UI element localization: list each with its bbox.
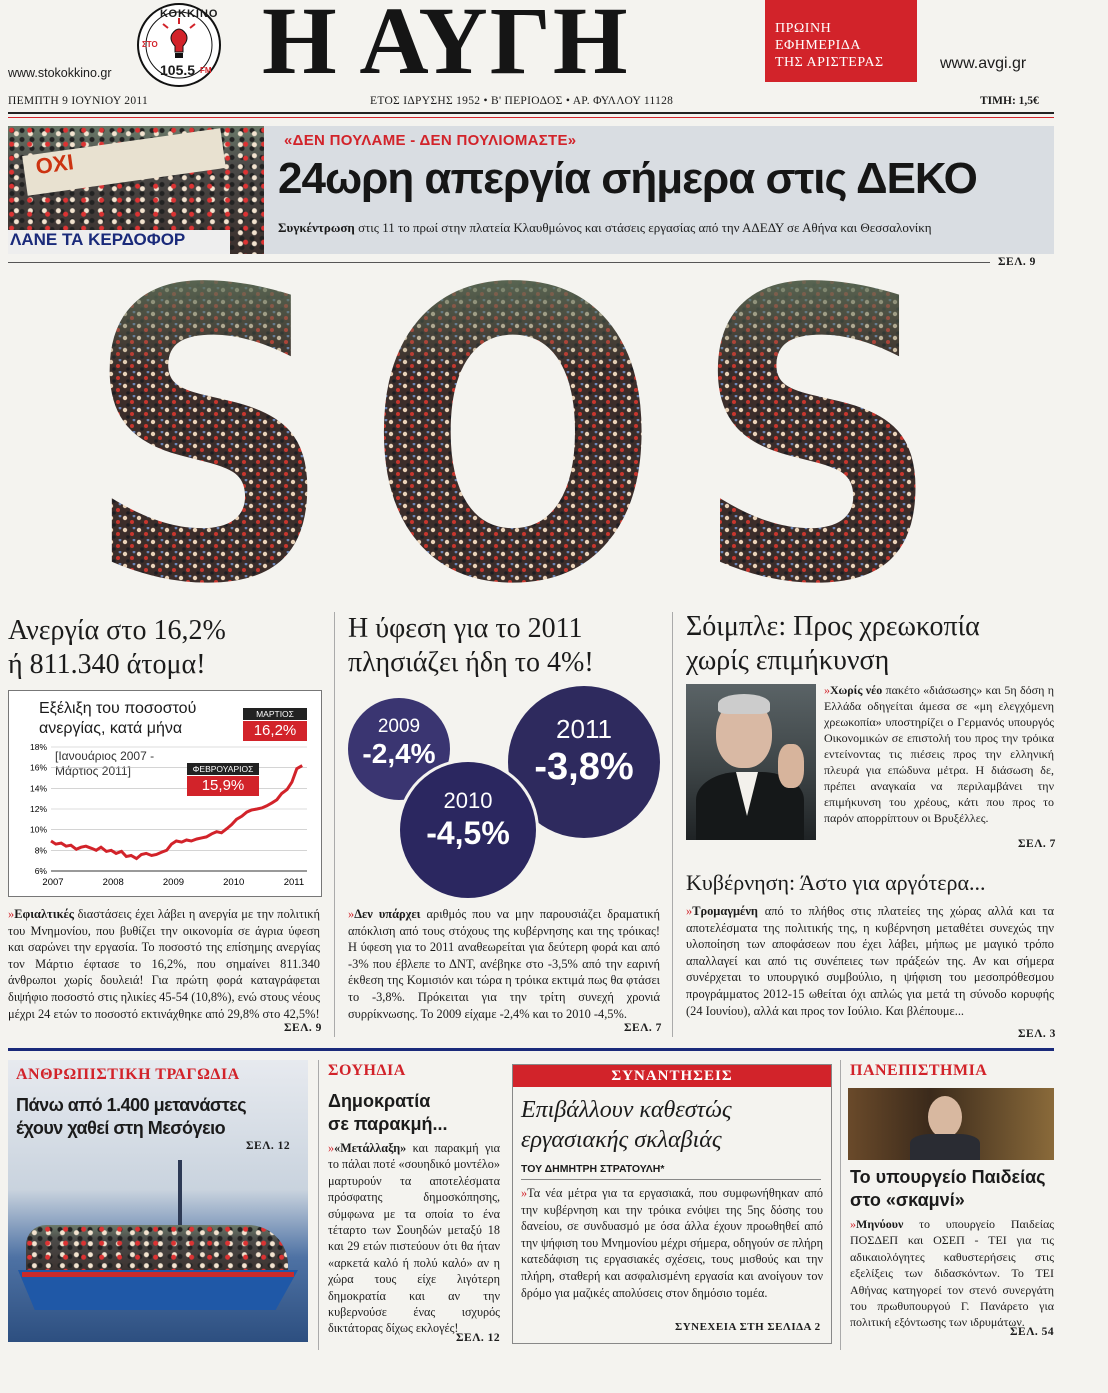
photo-banner-sign xyxy=(22,128,226,195)
annotation-march-label: ΜΑΡΤΙΟΣ xyxy=(243,708,307,720)
synantiseis-body xyxy=(521,1185,823,1301)
chart-x-tick: 2011 xyxy=(283,877,305,888)
banner-kicker: «ΔΕΝ ΠΟΥΛΑΜΕ - ΔΕΝ ΠΟΥΛΙΟΜΑΣΤΕ» xyxy=(284,132,577,149)
radio-prefix: ΣΤΟ xyxy=(142,40,158,49)
annotation-feb-label: ΦΕΒΡΟΥΑΡΙΟΣ xyxy=(187,763,259,775)
university-body-text: το υπουργείο Παιδείας ΠΟΣΔΕΠ και ΟΣΕΠ - ΤΕΙ για τις αδικαιολόγητες καθυστερήσεις στις εξελίξεις των διδασκόντων. Το ΤΕΙ Αθήνας κατηγορεί τον στενό συνεργάτη του πρωθυπουργού Γ. Πανάρετο για πολιτική εξόντωσης των ιδρυμάτων. xyxy=(850,1217,1054,1330)
synantiseis-box xyxy=(512,1064,832,1344)
bullet-icon: » xyxy=(686,904,693,918)
issue-info: ΕΤΟΣ ΙΔΡΥΣΗΣ 1952 • Β' ΠΕΡΙΟΔΟΣ • ΑΡ. ΦΥΛΛΟΥ 11128 xyxy=(370,95,674,107)
portrait-hand xyxy=(778,744,804,788)
schauble-body-text: πακέτο «διάσωσης» και 5η δόση η Ελλάδα οδηγείται άμεσα σε «μη ελεγχόμενη χρεωκοπία» υποστηρίζει ο Γερμανός υπουργός Οικονομικών σε επιστολή του προς την τρόικα εντείνοντας τις πιέσεις προς την ελληνική πλευρά για επώδυνα μέτρα. Η διάσωση δε, πρέπει αναγκαία να περιλαμβάνει την επιμήκυνση του χρέους, κάτι που προς το παρόν απορρίπτουν οι Βρυξέλλες. xyxy=(824,683,1054,825)
sweden-headline-1: Δημοκρατία xyxy=(328,1091,431,1111)
migrants-page-ref[interactable]: ΣΕΛ. 12 xyxy=(246,1140,291,1152)
unemployment-headline-2: ή 811.340 άτομα! xyxy=(8,649,206,680)
schauble-page-ref[interactable]: ΣΕΛ. 7 xyxy=(1018,838,1056,850)
banner-rule xyxy=(8,262,990,263)
unemployment-page-ref[interactable]: ΣΕΛ. 9 xyxy=(284,1022,322,1034)
university-headline-1: Το υπουργείο Παιδείας xyxy=(850,1167,1046,1187)
site-left-url[interactable]: www.stokokkino.gr xyxy=(8,66,112,80)
masthead-title: Η ΑΥΓΗ xyxy=(262,0,630,94)
chart-subtitle: [Ιανουάριος 2007 - Μάρτιος 2011] xyxy=(55,749,155,778)
radio-name: ΚΟΚΚΙΝΟ xyxy=(160,8,219,20)
portrait-hair xyxy=(718,694,770,714)
chart-series-line xyxy=(51,766,302,859)
migrants-headline-1: Πάνω από 1.400 μετανάστες xyxy=(16,1095,247,1115)
sweden-body-text: και παρακμή για το πάλαι ποτέ «σουηδικό μοντέλο» μαρτυρούν τα αποτελέσματα πρόσφατης δημοσκόπησης, σύμφωνα με τα οποία το ένα τέταρτο των Σουηδών μεταξύ 18 και 29 ετών πιστεύουν ότι θα ήταν «αρκετά καλό ή πολύ καλό» αν η χώρα τους είχε λιγότερη δημοκρατία και αν την κυβερνούσε ένας ισχυρός δικτάτορας δίχως εκλογές! xyxy=(328,1141,500,1336)
government-body-text: από το πλήθος στις πλατείες της χώρας αλλά και τα αποτελέσματα της πολιτικής της, η κυβέρνηση μεταθέτει συνεχώς την υλοποίηση των αποφάσεων που έχει λάβει, μήπως με μαγικό τρόπο απαλλαγεί και από τις συνέπειες των πράξεών της. Αν και σήμερα συνέρχεται το υπουργικό συμβούλιο, η ψήφιση του μεσοπρόθεσμου προγράμματος 2012-15 ωθείται όχι απλώς για μετά τη σύνοδο κορυφής (24 Ιουνίου), αλλά και προς τον Ιούλιο. Και βλέπουμε... xyxy=(686,904,1054,1018)
sweden-body xyxy=(328,1140,500,1337)
unemployment-headline xyxy=(8,614,226,682)
masthead-rule-red xyxy=(8,117,1054,118)
column-divider-3 xyxy=(318,1060,319,1350)
photo-bottom-sign xyxy=(8,230,230,254)
migrants-headline xyxy=(16,1094,246,1140)
banner-lead-bold: Συγκέντρωση xyxy=(278,220,355,235)
chart-y-tick: 16% xyxy=(29,762,47,773)
sweden-lead-bold: «Μετάλλαξη» xyxy=(334,1141,407,1155)
recession-page-ref[interactable]: ΣΕΛ. 7 xyxy=(624,1022,662,1034)
schauble-lead-bold: Χωρίς νέο xyxy=(830,683,883,697)
tagline-line-3: ΤΗΣ ΑΡΙΣΤΕΡΑΣ xyxy=(775,55,884,70)
issue-price: ΤΙΜΗ: 1,5€ xyxy=(980,95,1039,107)
synantiseis-rule xyxy=(521,1179,821,1180)
annotation-feb-value: 15,9% xyxy=(187,776,259,796)
bullet-icon: » xyxy=(521,1186,528,1200)
chart-title: Εξέλιξη του ποσοστού ανεργίας, κατά μήνα xyxy=(39,700,197,737)
bullet-icon: » xyxy=(850,1217,856,1231)
masthead-tagline-box xyxy=(765,0,917,82)
government-lead-bold: Τρομαγμένη xyxy=(692,904,758,918)
government-page-ref[interactable]: ΣΕΛ. 3 xyxy=(1018,1028,1056,1040)
sweden-kicker: ΣΟΥΗΔΙΑ xyxy=(328,1062,406,1079)
recession-headline-2: πλησιάζει ήδη το 4%! xyxy=(348,647,594,678)
protest-photo xyxy=(8,126,264,254)
chart-y-tick: 8% xyxy=(34,845,47,856)
recession-body xyxy=(348,906,660,1022)
bullet-icon: » xyxy=(824,683,830,697)
photo-sign-text: ΟΧΙ xyxy=(34,149,76,180)
migrants-kicker: ΑΝΘΡΩΠΙΣΤΙΚΗ ΤΡΑΓΩΔΙΑ xyxy=(16,1066,240,1083)
bullet-icon: » xyxy=(328,1141,335,1155)
bubble-2009-year: 2009 xyxy=(377,716,421,737)
radio-fm: FM xyxy=(200,66,212,75)
chart-x-tick: 2009 xyxy=(162,877,185,888)
university-page-ref[interactable]: ΣΕΛ. 54 xyxy=(1010,1326,1055,1338)
recession-lead-bold: Δεν υπάρχει xyxy=(354,907,421,921)
banner-page-ref[interactable]: ΣΕΛ. 9 xyxy=(998,256,1036,268)
schauble-headline-2: χωρίς επιμήκυνση xyxy=(686,645,890,676)
university-headline xyxy=(850,1166,1046,1212)
bubble-2010-year: 2010 xyxy=(443,788,493,813)
government-body xyxy=(686,903,1054,1019)
unemployment-headline-1: Ανεργία στο 16,2% xyxy=(8,615,226,646)
unemployment-lead-bold: Εφιαλτικές xyxy=(14,907,74,921)
issue-date: ΠΕΜΠΤΗ 9 ΙΟΥΝΙΟΥ 2011 xyxy=(8,95,149,107)
sweden-headline xyxy=(328,1090,447,1136)
schauble-headline xyxy=(686,610,980,678)
bubble-2009-value: -2,4% xyxy=(362,738,436,769)
university-kicker: ΠΑΝΕΠΙΣΤΗΜΙΑ xyxy=(850,1062,988,1079)
university-body xyxy=(850,1216,1054,1331)
migrants-headline-2: έχουν χαθεί στη Μεσόγειο xyxy=(16,1118,226,1138)
chart-y-tick: 10% xyxy=(29,824,47,835)
person-head xyxy=(928,1096,962,1138)
synantiseis-kicker: ΣΥΝΑΝΤΗΣΕΙΣ xyxy=(513,1065,831,1087)
banner-headline: 24ωρη απεργία σήμερα στις ΔΕΚΟ xyxy=(278,154,977,203)
schauble-body xyxy=(824,682,1054,826)
sos-hero xyxy=(80,275,980,590)
bubble-2011-year: 2011 xyxy=(556,714,612,744)
chart-x-tick: 2008 xyxy=(102,877,124,888)
chart-x-tick: 2010 xyxy=(223,877,245,888)
annotation-march-value: 16,2% xyxy=(243,721,307,741)
radio-frequency: 105.5 xyxy=(160,62,196,78)
recession-headline xyxy=(348,612,594,680)
synantiseis-continued[interactable]: ΣΥΝΕΧΕΙΑ ΣΤΗ ΣΕΛΙΔΑ 2 xyxy=(675,1321,821,1333)
column-divider-2 xyxy=(672,612,673,1037)
synantiseis-headline-2: εργασιακής σκλαβιάς xyxy=(521,1127,722,1153)
schauble-headline-1: Σόιμπλε: Προς χρεωκοπία xyxy=(686,611,980,642)
site-right-url[interactable]: www.avgi.gr xyxy=(940,55,1027,72)
banner-lead xyxy=(278,220,932,236)
column-divider-4 xyxy=(840,1060,841,1350)
person-body xyxy=(910,1134,980,1160)
chart-x-tick: 2007 xyxy=(42,877,64,888)
tagline-line-2: ΕΦΗΜΕΡΙΔΑ xyxy=(775,38,861,53)
bullet-icon: » xyxy=(348,907,355,921)
chart-y-tick: 12% xyxy=(29,804,47,814)
sweden-page-ref[interactable]: ΣΕΛ. 12 xyxy=(456,1332,501,1344)
unemployment-body-text: διαστάσεις έχει λάβει η ανεργία με την πολιτική του Μνημονίου, που βυθίζει την οικονομία σε άγρια ύφεση και σαρώνει την εργασία. Το ποσοστό της επίσημης ανεργίας τον Μάρτιο έφτασε το 16,2%, που σημαίνει 811.340 άνθρωποι χωρίς δουλειά! Για πρώτη φορά καταγράφεται διψήφιο ποσοστό στις ηλικίες 45-54 (10,8%), ενώ στους νέους μέχρι 24 ετών το ποσοστό εκτινάχθηκε από 29,8% στο 42,5%! xyxy=(8,907,320,1021)
schauble-photo xyxy=(686,684,816,840)
boat-passengers xyxy=(26,1225,288,1275)
recession-headline-1: Η ύφεση για το 2011 xyxy=(348,613,583,644)
boat-stripe xyxy=(22,1272,294,1277)
unemployment-body xyxy=(8,906,320,1022)
university-lead-bold: Μηνύουν xyxy=(856,1217,904,1231)
column-divider-1 xyxy=(334,612,335,1037)
bullet-icon: » xyxy=(8,907,15,921)
banner-lead-text: στις 11 το πρωί στην πλατεία Κλαυθμώνος και στάσεις εργασίας από την ΑΔΕΔΥ σε Αθήνα και Θεσσαλονίκη xyxy=(354,220,932,235)
chart-y-tick: 18% xyxy=(29,742,47,752)
sweden-headline-2: σε παρακμή... xyxy=(328,1114,448,1134)
bubble-2011-value: -3,8% xyxy=(534,746,634,788)
migrants-box xyxy=(8,1060,308,1342)
synantiseis-headline xyxy=(521,1095,732,1155)
section-divider xyxy=(8,1048,1054,1051)
synantiseis-headline-1: Επιβάλλουν καθεστώς xyxy=(521,1097,732,1123)
government-headline: Κυβέρνηση: Άστο για αργότερα... xyxy=(686,870,986,895)
synantiseis-body-text: Τα νέα μέτρα για τα εργασιακά, που συμφωνήθηκαν από την κυβέρνηση και την τρόικα ενόψει της 5ης δόσης του δανείου, σε συνδυασμό με όσα άλλα έχουν προωθηθεί από την ψήφιση του Μνημονίου μέχρι σήμερα, οδηγούν σε πλήρη κατεδάφιση τις εργασιακές σχέσεις, τους μισθούς και την πλήρη, σταθερή και ασφαλισμένη εργασία και ανοίγουν τον δρόμο για μαζικές απολύσεις στον δημόσιο τομέα. xyxy=(521,1186,823,1300)
tagline-line-1: ΠΡΩΙΝΗ xyxy=(775,21,832,36)
university-photo xyxy=(848,1088,1054,1160)
synantiseis-byline: ΤΟΥ ΔΗΜΗΤΡΗ ΣΤΡΑΤΟΥΛΗ* xyxy=(521,1163,665,1175)
masthead-rule xyxy=(8,112,1054,114)
photo-bottom-sign-text: ΛΑΝΕ ΤΑ ΚΕΡΔΟΦΟΡ xyxy=(10,230,186,249)
university-headline-2: στο «σκαμνί» xyxy=(850,1190,965,1210)
recession-body-text: αριθμός που να μην παρουσιάζει δραματική απόκλιση από τους στόχους της κυβέρνησης και της τρόικας! Η ύφεση για το 2011 αναθεωρείται για δεύτερη φορά και από -3% που έβλεπε το ΔΝΤ, ανέβηκε στο -3,5% από την εαρινή έκθεση της Κομισιόν και τώρα η τρόικα εκτιμά πως θα φτάσει το -3,8%. Πρόκειται για την τρίτη συνεχή χρονιά συρρίκνωσης. Το 2009 είχαμε -2,4% και το 2010 -4,5%. xyxy=(348,907,660,1021)
bubble-2010 xyxy=(400,762,536,898)
strike-banner xyxy=(8,126,1054,254)
chart-y-tick: 6% xyxy=(34,866,47,876)
bubble-2010-value: -4,5% xyxy=(426,815,510,851)
unemployment-chart xyxy=(8,690,322,897)
chart-y-tick: 14% xyxy=(29,783,47,794)
